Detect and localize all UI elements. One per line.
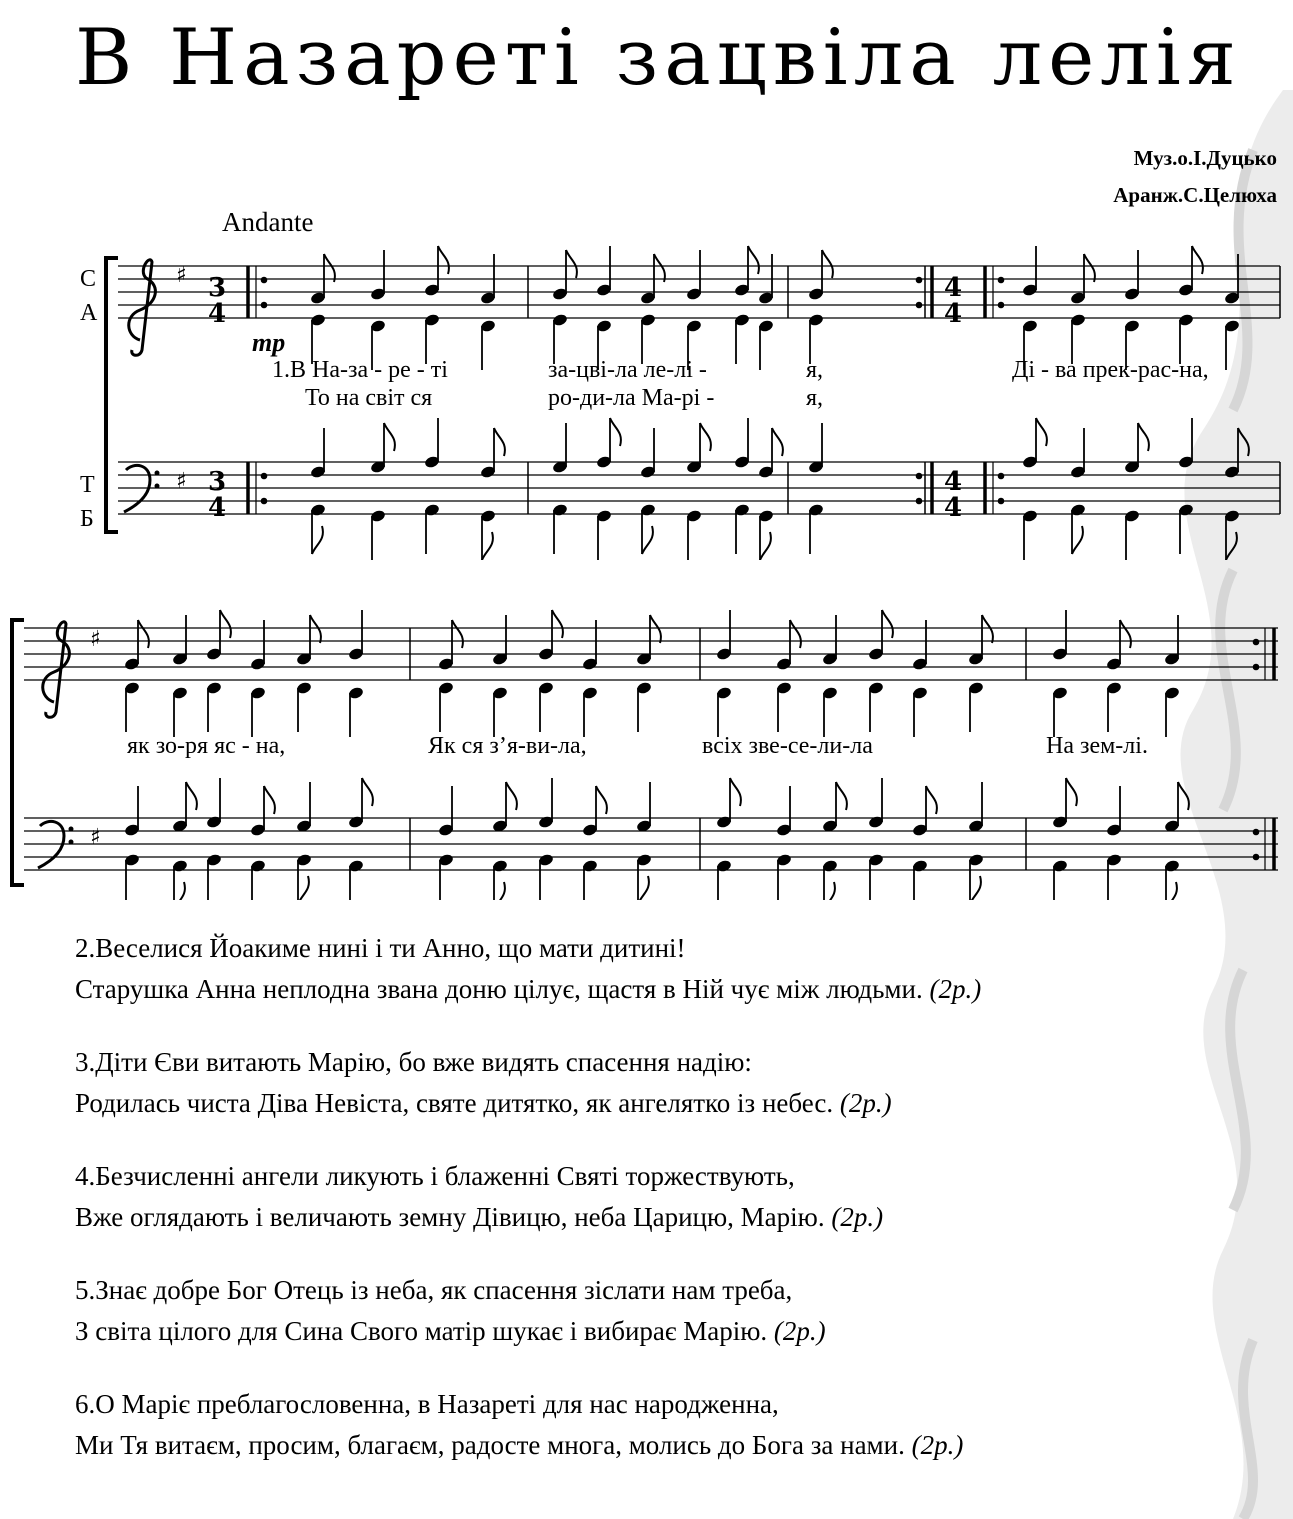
svg-text:♯: ♯ xyxy=(176,263,187,288)
note xyxy=(1106,786,1123,837)
verse-line: Старушка Анна неплодна звана доню цілує, щастя в Ній чує між людьми. xyxy=(75,974,923,1004)
note xyxy=(438,853,455,900)
note xyxy=(868,853,885,900)
repeat-dot xyxy=(998,498,1004,504)
note xyxy=(1022,246,1039,297)
repeat-mark: (2р.) xyxy=(831,1202,884,1232)
treble-clef xyxy=(129,260,156,355)
note xyxy=(206,681,223,732)
key-signature-sharp xyxy=(176,263,187,494)
system-bracket xyxy=(106,258,118,532)
note xyxy=(582,786,607,837)
repeat-dot xyxy=(916,498,922,504)
voice-label-bass: Б xyxy=(80,506,94,532)
repeat-dot xyxy=(261,277,267,283)
svg-text:4: 4 xyxy=(944,493,963,523)
repeat-dot xyxy=(998,473,1004,479)
verse-line: Вже оглядають і величають земну Дівицю, неба Царицю, Марію. xyxy=(75,1202,825,1232)
note xyxy=(438,786,455,837)
note xyxy=(310,428,327,479)
verse-line: 3.Діти Єви витають Марію, бо вже видять спасення надію: xyxy=(75,1047,752,1077)
lyric-s2-m1: як зо-ря яс - на, xyxy=(127,733,286,759)
note xyxy=(552,423,569,474)
svg-text:4: 4 xyxy=(944,299,963,329)
note xyxy=(348,859,365,900)
svg-text:4: 4 xyxy=(208,299,227,329)
note xyxy=(1178,418,1195,469)
note xyxy=(582,686,599,737)
repeat-mark: (2р.) xyxy=(911,1430,964,1460)
verses xyxy=(75,928,1275,1498)
verse-3 xyxy=(75,1042,1275,1124)
repeat-dot xyxy=(1253,639,1259,645)
note xyxy=(438,681,455,732)
note xyxy=(686,423,711,474)
note xyxy=(1106,681,1123,732)
note xyxy=(172,686,189,737)
note xyxy=(1124,423,1149,474)
lyric-s1-l2-m1: То на світ ся xyxy=(305,385,433,411)
note xyxy=(296,681,313,732)
note xyxy=(1178,246,1203,297)
note xyxy=(758,428,783,479)
note xyxy=(596,246,613,297)
note xyxy=(758,509,775,560)
note xyxy=(734,313,751,364)
note xyxy=(716,686,733,737)
note xyxy=(776,681,793,732)
note xyxy=(582,859,599,900)
note xyxy=(250,686,267,737)
note xyxy=(1052,610,1069,661)
note xyxy=(808,250,833,301)
note xyxy=(424,503,441,554)
voice-label-alto: А xyxy=(80,300,98,326)
note xyxy=(640,428,657,479)
lyric-s1-l1-m3: я, xyxy=(806,357,824,383)
bass-clef xyxy=(124,465,160,512)
note xyxy=(124,853,141,900)
bass-clef xyxy=(38,821,74,868)
note xyxy=(1052,859,1069,900)
arranger-credit: Аранж.С.Целюха xyxy=(1113,183,1277,207)
note xyxy=(172,859,189,900)
note xyxy=(716,859,733,900)
repeat-dot xyxy=(1253,854,1259,860)
note xyxy=(596,509,613,560)
note xyxy=(1224,428,1249,479)
treble-clef xyxy=(43,622,70,717)
lyric-s2-m4: На зем-лі. xyxy=(1046,733,1148,759)
note xyxy=(424,246,449,297)
note xyxy=(296,782,313,833)
note xyxy=(424,418,441,469)
lyric-s1-l1-m1: 1.В На-за - ре - ті xyxy=(272,357,448,383)
verse-line: 4.Безчисленні ангели ликують і блаженні Святі торжествують, xyxy=(75,1161,795,1191)
repeat-dot xyxy=(261,498,267,504)
note xyxy=(686,509,703,560)
note xyxy=(538,778,555,829)
note xyxy=(734,418,751,469)
repeat-dot xyxy=(916,473,922,479)
note xyxy=(370,423,395,474)
note xyxy=(1164,782,1189,833)
svg-text:4: 4 xyxy=(208,493,227,523)
svg-text:♯: ♯ xyxy=(90,627,101,652)
note xyxy=(492,782,517,833)
note xyxy=(1070,428,1087,479)
verse-line: Родилась чиста Діва Невіста, святе дитятко, як ангелятко із небес. xyxy=(75,1088,834,1118)
note xyxy=(1052,778,1077,829)
note xyxy=(206,853,223,900)
note xyxy=(822,859,839,900)
note xyxy=(868,681,885,732)
note xyxy=(912,859,929,900)
note xyxy=(1052,686,1069,737)
composer-credit: Муз.о.І.Дуцько xyxy=(1133,146,1277,170)
note xyxy=(492,859,509,900)
lyric-s1-l2-m3: я, xyxy=(806,385,824,411)
verse-line: З світа цілого для Сина Свого матір шукає і вибирає Марію. xyxy=(75,1316,768,1346)
tempo-marking: Andante xyxy=(222,207,314,237)
note xyxy=(1124,250,1141,301)
verse-5 xyxy=(75,1270,1275,1352)
note xyxy=(968,853,985,900)
lyric-s2-m3: всіх зве-се-ли-ла xyxy=(702,733,873,759)
note xyxy=(538,853,555,900)
svg-text:3: 3 xyxy=(208,273,227,303)
repeat-mark: (2р.) xyxy=(773,1316,826,1346)
note xyxy=(206,778,223,829)
repeat-dot xyxy=(916,302,922,308)
note xyxy=(758,319,775,370)
svg-text:4: 4 xyxy=(944,273,963,303)
note xyxy=(1178,503,1195,554)
note xyxy=(968,681,985,732)
note xyxy=(124,681,141,732)
song-title: В Назареті зацвіла лелія xyxy=(75,13,1242,103)
verse-6 xyxy=(75,1384,1275,1466)
note xyxy=(348,778,373,829)
note xyxy=(640,503,657,554)
note xyxy=(734,503,751,554)
dynamic-marking: mp xyxy=(252,328,286,357)
note xyxy=(1070,503,1087,554)
note xyxy=(124,786,141,837)
note xyxy=(480,428,505,479)
verse-2 xyxy=(75,928,1275,1010)
note xyxy=(370,250,387,301)
verse-line: 2.Веселися Йоакиме нині і ти Анно, що мати дитині! xyxy=(75,933,686,963)
note xyxy=(552,250,577,301)
time-signature-4-4 xyxy=(944,273,962,523)
lyric-s1-l1-m2: за-цві-ла ле-лі - xyxy=(548,357,707,383)
note xyxy=(538,681,555,732)
svg-text:4: 4 xyxy=(944,467,963,497)
note xyxy=(1022,509,1039,560)
voice-label-tenor: Т xyxy=(80,472,95,498)
note xyxy=(912,786,937,837)
note xyxy=(1124,509,1141,560)
notes xyxy=(310,246,1249,560)
note xyxy=(1224,509,1241,560)
repeat-dot xyxy=(261,473,267,479)
verse-line: 6.О Маріє преблагословенна, в Назареті для нас народженна, xyxy=(75,1389,779,1419)
note xyxy=(480,319,497,370)
note xyxy=(492,686,509,737)
note xyxy=(1106,853,1123,900)
verse-line: Ми Тя витаєм, просим, благаєм, радосте многа, молись до Бога за нами. xyxy=(75,1430,905,1460)
note xyxy=(822,782,847,833)
note xyxy=(552,503,569,554)
repeat-dot xyxy=(916,277,922,283)
svg-text:♯: ♯ xyxy=(176,469,187,494)
lyric-s2-m2: Як ся з’я-ви-ла, xyxy=(428,733,587,759)
note xyxy=(822,686,839,737)
key-signature-sharp xyxy=(90,627,101,850)
lyric-s1-l1-m4: Ді - ва прек-рас-на, xyxy=(1012,357,1209,383)
time-signature-3-4 xyxy=(208,273,226,523)
note xyxy=(310,503,327,554)
lyric-s1-l2-m2: ро-ди-ла Ма-рі - xyxy=(548,385,715,411)
repeat-dot xyxy=(1253,829,1259,835)
note xyxy=(250,786,275,837)
note xyxy=(968,782,985,833)
note xyxy=(776,786,793,837)
repeat-mark: (2р.) xyxy=(839,1088,892,1118)
note xyxy=(716,610,733,661)
system-bracket xyxy=(12,620,24,885)
note xyxy=(250,859,267,900)
repeat-dot xyxy=(1253,664,1259,670)
repeat-dot xyxy=(998,302,1004,308)
note xyxy=(808,423,825,474)
note xyxy=(1164,859,1181,900)
voice-label-soprano: С xyxy=(80,266,97,292)
verse-4 xyxy=(75,1156,1275,1238)
svg-text:♯: ♯ xyxy=(90,825,101,850)
note xyxy=(716,778,741,829)
note xyxy=(636,681,653,732)
note xyxy=(480,509,497,560)
note xyxy=(868,778,885,829)
note xyxy=(348,610,365,661)
repeat-dot xyxy=(261,302,267,308)
note xyxy=(686,250,703,301)
svg-text:3: 3 xyxy=(208,467,227,497)
note xyxy=(370,509,387,560)
note xyxy=(1224,319,1241,370)
note xyxy=(776,853,793,900)
note xyxy=(348,686,365,737)
note xyxy=(636,782,653,833)
note xyxy=(296,853,313,900)
verse-line: 5.Знає добре Бог Отець із неба, як спасення зіслати нам треба, xyxy=(75,1275,793,1305)
note xyxy=(172,782,197,833)
note xyxy=(734,246,759,297)
repeat-mark: (2р.) xyxy=(929,974,982,1004)
note xyxy=(912,686,929,737)
repeat-dot xyxy=(998,277,1004,283)
note xyxy=(808,503,825,554)
note xyxy=(636,853,653,900)
note xyxy=(1164,686,1181,737)
